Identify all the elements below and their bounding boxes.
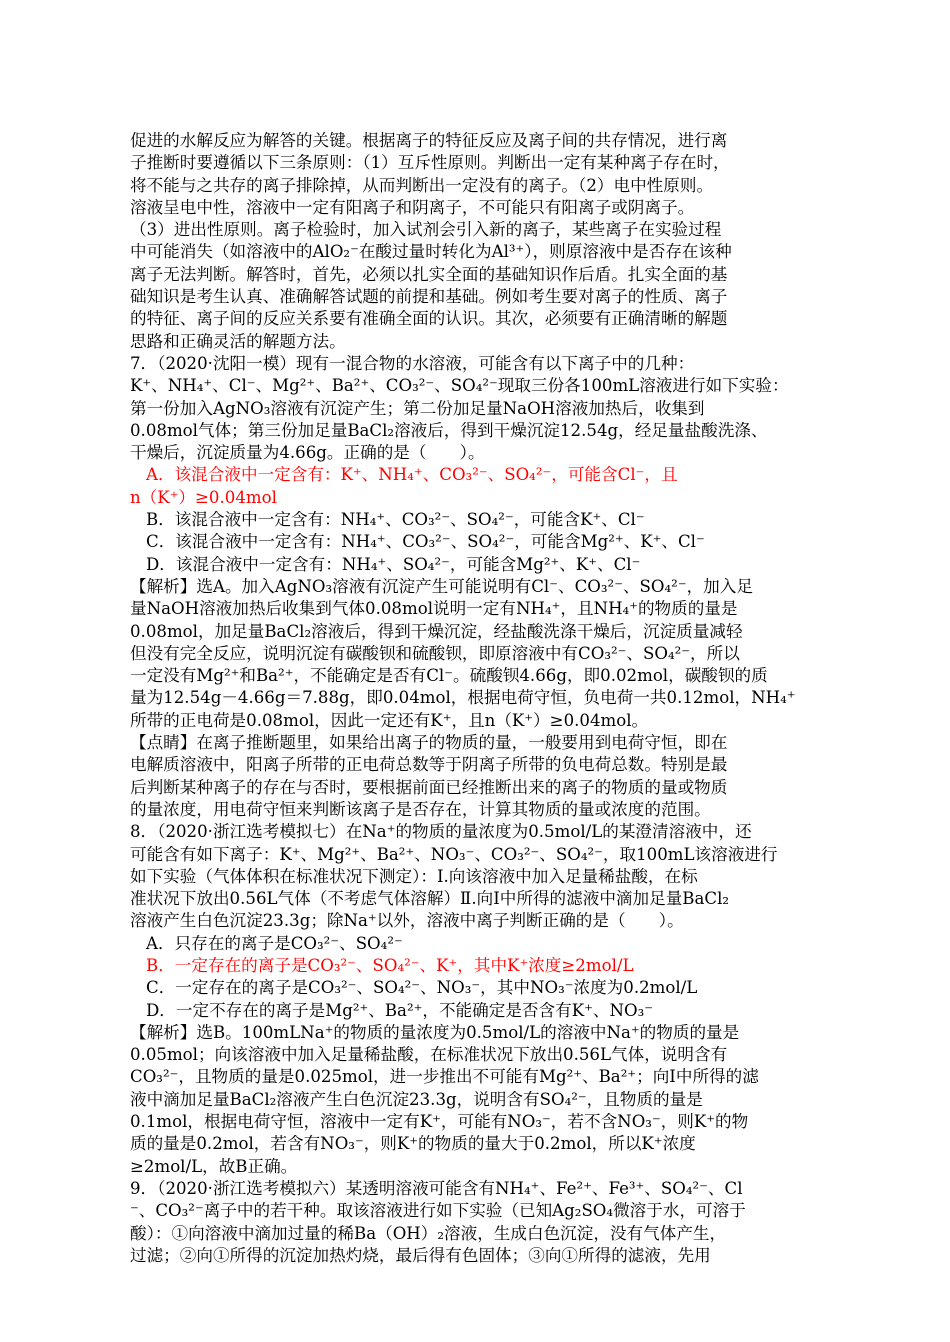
text-line: 8．（2020·浙江选考模拟七）在Na⁺的物质的量浓度为0.5mol/L的某澄清溶液中，还: [130, 822, 752, 842]
text-line: 后判断某种离子的存在与否时，要根据前面已经推断出来的离子的物质的量或物质: [130, 777, 728, 797]
text-line: 0.1mol，根据电荷守恒，溶液中一定有K⁺，可能有NO₃⁻，若不含NO₃⁻，则K⁺的物: [130, 1112, 749, 1132]
text-line: 9．（2020·浙江选考模拟六）某透明溶液可能含有NH₄⁺、Fe²⁺、Fe³⁺、SO₄²⁻、Cl: [130, 1178, 743, 1198]
text-line: 【解析】选A。加入AgNO₃溶液有沉淀产生可能说明有Cl⁻、CO₃²⁻、SO₄²⁻，加入足: [130, 576, 753, 596]
text-line: 【解析】选B。100mLNa⁺的物质的量浓度为0.5mol/L的溶液中Na⁺的物质的量是: [130, 1022, 740, 1042]
text-line: 量NaOH溶液加热后收集到气体0.08mol说明一定有NH₄⁺，且NH₄⁺的物质的量是: [130, 599, 738, 619]
text-line: 7．（2020·沈阳一模）现有一混合物的水溶液，可能含有以下离子中的几种：: [130, 353, 695, 373]
text-line: 溶液呈电中性，溶液中一定有阳离子和阴离子，不可能只有阳离子或阴离子。: [130, 197, 695, 217]
text-line: A．该混合液中一定含有：K⁺、NH₄⁺、CO₃²⁻、SO₄²⁻，可能含Cl⁻，且: [146, 465, 678, 485]
text-line: 0.08mol气体；第三份加足量BaCl₂溶液后，得到干燥沉淀12.54g，经足量盐酸洗涤、: [130, 420, 768, 440]
text-line: D．一定不存在的离子是Mg²⁺、Ba²⁺，不能确定是否含有K⁺、NO₃⁻: [146, 1000, 653, 1020]
text-line: 础知识是考生认真、准确解答试题的前提和基础。例如考生要对离子的性质、离子: [130, 287, 728, 307]
text-line: （3）进出性原则。离子检验时，加入试剂会引入新的离子，某些离子在实验过程: [130, 220, 722, 240]
text-line: B．一定存在的离子是CO₃²⁻、SO₄²⁻、K⁺，其中K⁺浓度≥2mol/L: [146, 955, 634, 975]
text-line: 酸）：①向溶液中滴加过量的稀Ba（OH）₂溶液，生成白色沉淀，没有气体产生，: [130, 1223, 727, 1243]
text-line: 促进的水解反应为解答的关键。根据离子的特征反应及离子间的共存情况，进行离: [130, 131, 728, 150]
text-line: 如下实验（气体体积在标准状况下测定）：Ⅰ.向该溶液中加入足量稀盐酸，在标: [130, 866, 698, 886]
text-line: K⁺、NH₄⁺、Cl⁻、Mg²⁺、Ba²⁺、CO₃²⁻、SO₄²⁻现取三份各100mL溶液进行如下实验：: [130, 376, 789, 396]
text-line: 液中滴加足量BaCl₂溶液产生白色沉淀23.3g，说明含有SO₄²⁻，且物质的量是: [130, 1089, 703, 1109]
text-line: 过滤；②向①所得的沉淀加热灼烧，最后得有色固体；③向①所得的滤液，先用: [130, 1245, 711, 1265]
text-line: 但没有完全反应，说明沉淀有碳酸钡和硫酸钡，即原溶液中有CO₃²⁻、SO₄²⁻，所以: [130, 643, 740, 663]
text-line: 第一份加入AgNO₃溶液有沉淀产生；第二份加足量NaOH溶液加热后，收集到: [130, 398, 705, 418]
text-line: ≥2mol/L，故B正确。: [130, 1156, 298, 1176]
text-line: 可能含有如下离子：K⁺、Mg²⁺、Ba²⁺、NO₃⁻、CO₃²⁻、SO₄²⁻，取100mL该溶液进行: [130, 844, 778, 864]
text-line: ⁻、CO₃²⁻离子中的若干种。取该溶液进行如下实验（已知Ag₂SO₄微溶于水，可溶于: [130, 1201, 746, 1221]
text-line: A．只存在的离子是CO₃²⁻、SO₄²⁻: [146, 933, 403, 953]
text-line: 电解质溶液中，阳离子所带的正电荷总数等于阴离子所带的负电荷总数。特别是最: [130, 755, 728, 775]
text-line: 一定没有Mg²⁺和Ba²⁺，不能确定是否有Cl⁻。硫酸钡4.66g，即0.02mol，碳酸钡的质: [130, 666, 768, 686]
document-page: [130, 130, 830, 1267]
text-line: C．该混合液中一定含有：NH₄⁺、CO₃²⁻、SO₄²⁻，可能含Mg²⁺、K⁺、Cl⁻: [146, 532, 705, 552]
text-line: 干燥后，沉淀质量为4.66g。正确的是（ ）。: [130, 443, 485, 463]
text-line: 离子无法判断。解答时，首先，必须以扎实全面的基础知识作后盾。扎实全面的基: [130, 264, 728, 284]
text-line: CO₃²⁻，且物质的量是0.025mol，进一步推出不可能有Mg²⁺、Ba²⁺；向Ⅰ中所得的滤: [130, 1067, 759, 1087]
text-line: 准状况下放出0.56L气体（不考虑气体溶解）Ⅱ.向Ⅰ中所得的滤液中滴加足量BaCl₂: [130, 889, 730, 909]
text-line: 思路和正确灵活的解题方法。: [130, 331, 346, 351]
text-line: 【点睛】在离子推断题里，如果给出离子的物质的量，一般要用到电荷守恒，即在: [130, 733, 728, 753]
text-line: C．一定存在的离子是CO₃²⁻、SO₄²⁻、NO₃⁻，其中NO₃⁻浓度为0.2mol/L: [146, 978, 698, 998]
text-line: B．该混合液中一定含有：NH₄⁺、CO₃²⁻、SO₄²⁻，可能含K⁺、Cl⁻: [146, 510, 645, 530]
text-line: 0.08mol，加足量BaCl₂溶液后，得到干燥沉淀，经盐酸洗涤干燥后，沉淀质量减轻: [130, 621, 743, 641]
text-line: 质的量是0.2mol，若含有NO₃⁻，则K⁺的物质的量大于0.2mol，所以K⁺浓度: [130, 1134, 696, 1154]
text-line: 0.05mol；向该溶液中加入足量稀盐酸，在标准状况下放出0.56L气体，说明含有: [130, 1045, 728, 1065]
text-line: 将不能与之共存的离子排除掉，从而判断出一定没有的离子。（2）电中性原则。: [130, 175, 714, 195]
text-line: 量为12.54g－4.66g＝7.88g，即0.04mol，根据电荷守恒，负电荷一共0.12mol，NH₄⁺: [130, 688, 796, 708]
text-line: 的特征、离子间的反应关系要有准确全面的认识。其次，必须要有正确清晰的解题: [130, 309, 728, 329]
text-line: 子推断时要遵循以下三条原则：（1）互斥性原则。判断出一定有某种离子存在时，: [130, 153, 730, 173]
text-line: 溶液产生白色沉淀23.3g；除Na⁺以外，溶液中离子判断正确的是（ ）。: [130, 911, 684, 931]
text-line: n（K⁺）≥0.04mol: [130, 487, 277, 507]
text-line: 的量浓度，用电荷守恒来判断该离子是否存在，计算其物质的量或浓度的范围。: [130, 799, 711, 819]
text-line: D．该混合液中一定含有：NH₄⁺、SO₄²⁻，可能含Mg²⁺、K⁺、Cl⁻: [146, 554, 641, 574]
text-line: 中可能消失（如溶液中的AlO₂⁻在酸过量时转化为Al³⁺），则原溶液中是否存在该种: [130, 242, 732, 262]
text-line: 所带的正电荷是0.08mol，因此一定还有K⁺，且n（K⁺）≥0.04mol。: [130, 710, 649, 730]
